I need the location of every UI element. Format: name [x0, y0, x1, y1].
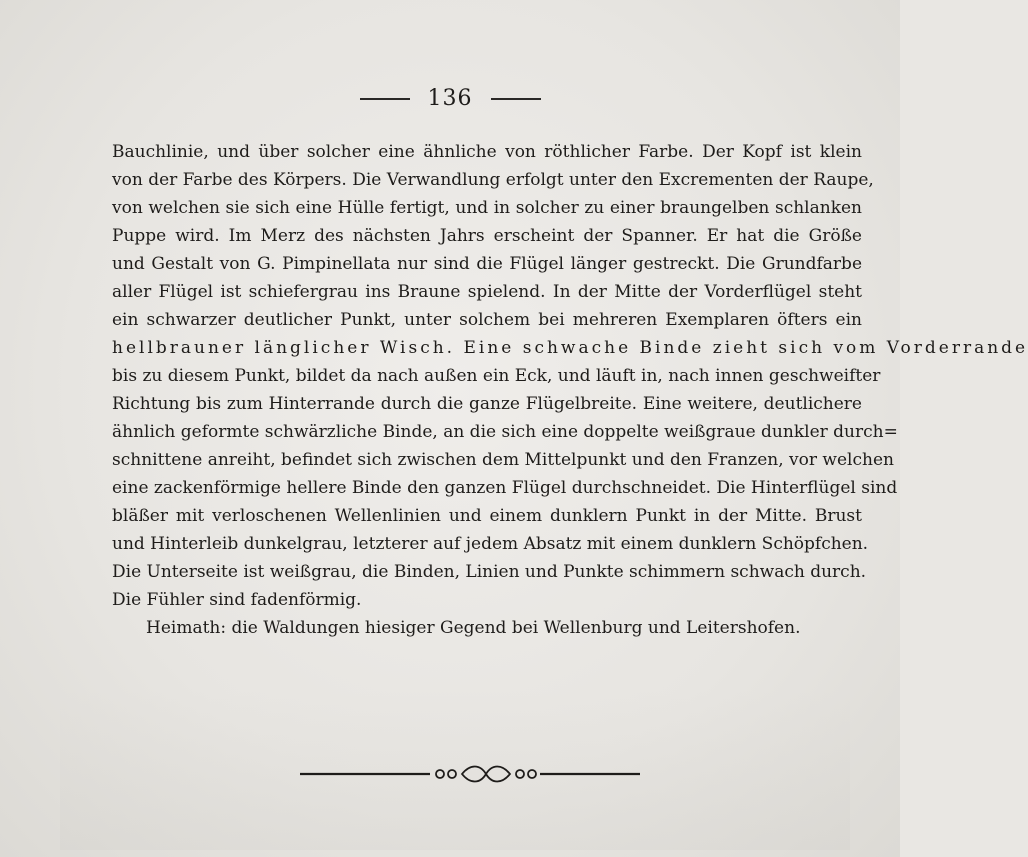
text-line: Die Unterseite ist weißgrau, die Binden, Linien und Punkte schimmern schwach durch. [112, 562, 867, 582]
text-line: Bauchlinie, und über solcher eine ähnliche von röthlicher Farbe. Der Kopf ist klein [112, 142, 862, 162]
text-line: bläßer mit verloschenen Wellenlinien und einem dunklern Punkt in der Mitte. Brust [112, 506, 862, 526]
text-line: von welchen sie sich eine Hülle fertigt, und in solcher zu einer braungelben schlanken [112, 198, 862, 218]
ornamental-divider [0, 762, 900, 786]
header-rule-left [360, 98, 410, 100]
text-line: aller Flügel ist schiefergrau ins Braune spielend. In der Mitte der Vorderflügel steht [112, 282, 862, 302]
text-line: Puppe wird. Im Merz des nächsten Jahrs erscheint der Spanner. Er hat die Größe [112, 226, 862, 246]
heimath-line: Heimath: die Waldungen hiesiger Gegend bei Wellenburg und Leitershofen. [146, 618, 801, 638]
text-line: und Gestalt von G. Pimpinellata nur sind die Flügel länger gestreckt. Die Grundfarbe [112, 254, 862, 274]
header-rule-right [491, 98, 541, 100]
text-line: von der Farbe des Körpers. Die Verwandlung erfolgt unter den Excrementen der Raupe, [112, 170, 874, 190]
text-line: ein schwarzer deutlicher Punkt, unter solchem bei mehreren Exemplaren öfters ein [112, 310, 862, 330]
body-text [112, 138, 1028, 642]
page-number: 136 [427, 86, 473, 111]
text-line: schnittene anreiht, befindet sich zwischen dem Mittelpunkt und den Franzen, vor welchen [112, 450, 894, 470]
text-line: bis zu diesem Punkt, bildet da nach außen ein Eck, und läuft in, nach innen geschweifter [112, 366, 881, 386]
text-line: ähnlich geformte schwärzliche Binde, an die sich eine doppelte weißgraue dunkler durch= [112, 422, 898, 442]
text-line: eine zackenförmige hellere Binde den ganzen Flügel durchschneidet. Die Hinterflügel sind [112, 478, 898, 498]
page-header [0, 86, 900, 111]
text-line: und Hinterleib dunkelgrau, letzterer auf jedem Absatz mit einem dunklern Schöpfchen. [112, 534, 869, 554]
text-line: Die Fühler sind fadenförmig. [112, 590, 362, 610]
text-line: hellbrauner länglicher Wisch. Eine schwache Binde zieht sich vom Vorderrande [112, 338, 1028, 358]
text-line: Richtung bis zum Hinterrande durch die ganze Flügelbreite. Eine weitere, deutlichere [112, 394, 862, 414]
